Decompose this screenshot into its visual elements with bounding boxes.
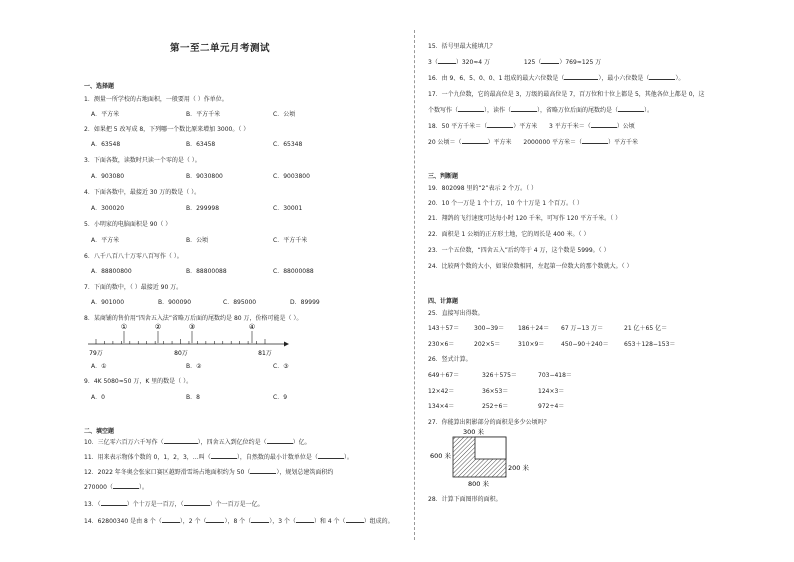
calc-item: 12×42＝ (428, 388, 455, 395)
question-2: 2．如果把 5 改写成 8，下列哪一个数比原来增加 3000。（ ） (84, 126, 250, 133)
answer-blank[interactable] (582, 137, 608, 144)
option-d: D．89999 (290, 299, 320, 306)
option-b: B．299998 (186, 205, 220, 212)
question-16: 16．由 9、6、5、0、0、1 组成的最大六位数是（ ），最小六位数是（ ）。 (428, 75, 685, 82)
calc-item: 143＋57＝ (428, 325, 460, 332)
calc-item: 703−418＝ (538, 372, 572, 379)
answer-blank[interactable] (101, 499, 127, 506)
answer-blank[interactable] (250, 467, 276, 474)
option-c: C．③ (273, 363, 289, 370)
column-divider (414, 30, 415, 540)
option-a: A．63548 (91, 141, 121, 148)
calc-item: 67 万−13 万＝ (561, 325, 604, 332)
option-a: A．300020 (91, 205, 125, 212)
option-c: C．公顷 (273, 111, 296, 118)
option-a: A．平方米 (91, 111, 120, 118)
question-7: 7．下面的数中，（ ）最接近 90 万。 (84, 284, 183, 291)
tick-label-80: 80万 (174, 350, 188, 357)
option-b: B．8 (186, 394, 200, 401)
question-12: 12．2022 年冬奥会张家口赛区越野滑雪场占地面积约为 50（ ），规划总建筑面积约 (84, 469, 334, 476)
section-judge-heading: 三、判断题 (428, 173, 459, 180)
question-28: 28．计算下面图形的面积。 (428, 496, 502, 503)
option-c: C．895000 (223, 299, 257, 306)
tick-label-79: 79万 (89, 350, 103, 357)
calc-item: 124×3＝ (538, 388, 565, 395)
calc-item: 252÷6＝ (482, 403, 509, 410)
label-600m: 600 米 (430, 452, 451, 460)
answer-blank[interactable] (591, 121, 617, 128)
mark-4: ④ (248, 323, 256, 331)
calc-item: 972÷4＝ (538, 403, 565, 410)
calc-item: 230×6＝ (428, 341, 455, 348)
section-choice-heading: 一、选择题 (84, 83, 115, 90)
answer-blank[interactable] (267, 437, 293, 444)
answer-blank[interactable] (458, 105, 484, 112)
option-b: B．公顷 (186, 237, 209, 244)
question-10: 10．三亿零六百万六千写作（ ），四舍五入到亿位约是（ ）亿。 (84, 439, 311, 446)
option-a: A．① (91, 363, 107, 370)
question-27: 27．你能算出阴影部分的面积是多少公顷吗？ (428, 419, 550, 426)
question-21: 21．翔鸽的飞行速度可达每小时 120 千米，可写作 120 平方千米。（ ） (428, 215, 622, 222)
question-24: 24．比较两个数的大小，如果位数相同，左起第一位数大的那个数就大。（ ） (428, 263, 633, 270)
label-800m: 800 米 (468, 480, 489, 488)
question-13: 13．（ ）个十万是一百万，（ ）个一百万是一亿。 (84, 501, 264, 508)
label-300m: 300 米 (463, 428, 484, 436)
option-b: B．平方千米 (186, 111, 221, 118)
question-14: 14．62800340 是由 8 个（ ），2 个（ ），8 个（ ），3 个（ ）和 4 个（ ）组成的。 (84, 518, 394, 525)
question-15: 15．括号里最大能填几？ (428, 43, 496, 50)
answer-blank[interactable] (164, 437, 198, 444)
number-line-arrow (284, 342, 289, 347)
option-c: C．9003800 (273, 173, 310, 180)
answer-blank[interactable] (438, 57, 456, 64)
option-b: B．9030800 (186, 173, 223, 180)
answer-blank[interactable] (462, 137, 488, 144)
answer-blank[interactable] (318, 452, 344, 459)
mark-2: ② (154, 323, 162, 331)
page-title: 第一至二单元月考测试 (169, 43, 270, 54)
answer-blank[interactable] (618, 105, 644, 112)
answer-blank[interactable] (346, 516, 364, 523)
tick-label-81: 81万 (258, 350, 272, 357)
question-1: 1．测量一所学校的占地面积，一般要用（ ）作单位。 (84, 96, 228, 103)
calc-item: 310×9＝ (518, 341, 545, 348)
answer-blank[interactable] (487, 121, 513, 128)
question-11: 11．用来表示物体个数的 0，1，2，3，…叫（ ），自然数的最小计数单位是（ ）。 (84, 454, 353, 461)
answer-blank[interactable] (511, 105, 537, 112)
question-18-continued: 20 公顷＝（ ）平方米 2000000 平方米＝（ ）平方千米 (428, 139, 639, 146)
question-17: 17．一个九位数，它的最高位是 3，万级的最高位是 7，百万位和十位上都是 5，其他各位上都是 0，这 (428, 91, 705, 98)
option-b: B．900090 (158, 299, 192, 306)
calc-item: 300−39＝ (474, 325, 505, 332)
question-6: 6．八千八百八十万零八百写作（ ）。 (84, 253, 183, 260)
option-a: A．88800800 (91, 268, 132, 275)
question-26: 26．竖式计算。 (428, 356, 472, 363)
answer-blank[interactable] (184, 499, 210, 506)
option-b: B．② (186, 363, 202, 370)
answer-blank[interactable] (211, 452, 237, 459)
question-4: 4．下面各数中，最接近 30 万的数是（ ）。 (84, 189, 201, 196)
calc-item: 134×4＝ (428, 403, 455, 410)
section-fill-heading: 二、填空题 (84, 428, 115, 435)
option-a: A．901000 (91, 299, 125, 306)
answer-blank[interactable] (564, 73, 598, 80)
question-9: 9．4K 5080≈50 万，K 里的数是（ ）。 (84, 378, 193, 385)
question-23: 23．一个五位数，“四舍五入”后约等于 4 万，这个数是 5999。（ ） (428, 247, 610, 254)
option-a: A．903080 (91, 173, 125, 180)
label-200m: 200 米 (508, 464, 529, 472)
area-figure (428, 426, 538, 488)
option-a: A．0 (91, 394, 105, 401)
question-25: 25．直接写出得数。 (428, 310, 484, 317)
question-8: 8．某商铺的售价用“四舍五入法”省略万后面的尾数约是 80 万，价格可能是（ ）。 (84, 315, 303, 322)
answer-blank[interactable] (541, 57, 559, 64)
option-c: C．65348 (273, 141, 303, 148)
question-18: 18．50 平方千米＝（ ）平方米 3 平方千米＝（ ）公顷 (428, 123, 635, 130)
calc-item: 21 亿＋65 亿＝ (624, 325, 668, 332)
question-12-continued: 270000（ ）。 (84, 484, 148, 491)
calc-item: 653＋128−153＝ (624, 341, 676, 348)
question-19: 19．802098 里的“2”表示 2 个万。（ ） (428, 185, 538, 192)
answer-blank[interactable] (296, 516, 314, 523)
option-c: C．30001 (273, 205, 303, 212)
number-line-figure (84, 322, 294, 358)
answer-blank[interactable] (113, 482, 139, 489)
option-c: C．88000088 (273, 268, 314, 275)
question-22: 22．面积是 1 公顷的正方形土地，它的周长是 400 米。（ ） (428, 231, 590, 238)
option-c: C．平方千米 (273, 237, 308, 244)
mark-1: ① (120, 323, 128, 331)
calc-item: 202×5＝ (474, 341, 501, 348)
calc-item: 450−90＋240＝ (561, 341, 609, 348)
option-b: B．88800088 (186, 268, 227, 275)
answer-blank[interactable] (162, 516, 180, 523)
mark-3: ③ (188, 323, 196, 331)
calc-item: 326＋575＝ (482, 372, 517, 379)
answer-blank[interactable] (206, 516, 224, 523)
option-c: C．9 (273, 394, 288, 401)
answer-blank[interactable] (251, 516, 269, 523)
option-b: B．63458 (186, 141, 216, 148)
calc-item: 36×53＝ (482, 388, 509, 395)
unshaded-region (475, 437, 506, 459)
question-3: 3．下面各数，读数时只读一个零的是（ ）。 (84, 157, 201, 164)
question-15-items: 3（ ）320≈4 万 125（ ）769≈125 万 (428, 59, 602, 66)
option-a: A．平方米 (91, 237, 120, 244)
calc-item: 186＋24＝ (518, 325, 550, 332)
calc-item: 649＋67＝ (428, 372, 460, 379)
question-20: 20．10 个一万是 1 个十万，10 个十万是 1 个百万。（ ） (428, 200, 583, 207)
number-line-ticks (96, 339, 265, 344)
section-calc-heading: 四、计算题 (428, 298, 459, 305)
question-17-continued: 个数写作（ ），读作（ ），省略万位后面的尾数约是（ ）。 (428, 107, 654, 114)
question-5: 5．小明家的电脑面积是 90（ ） (84, 221, 172, 228)
answer-blank[interactable] (649, 73, 675, 80)
